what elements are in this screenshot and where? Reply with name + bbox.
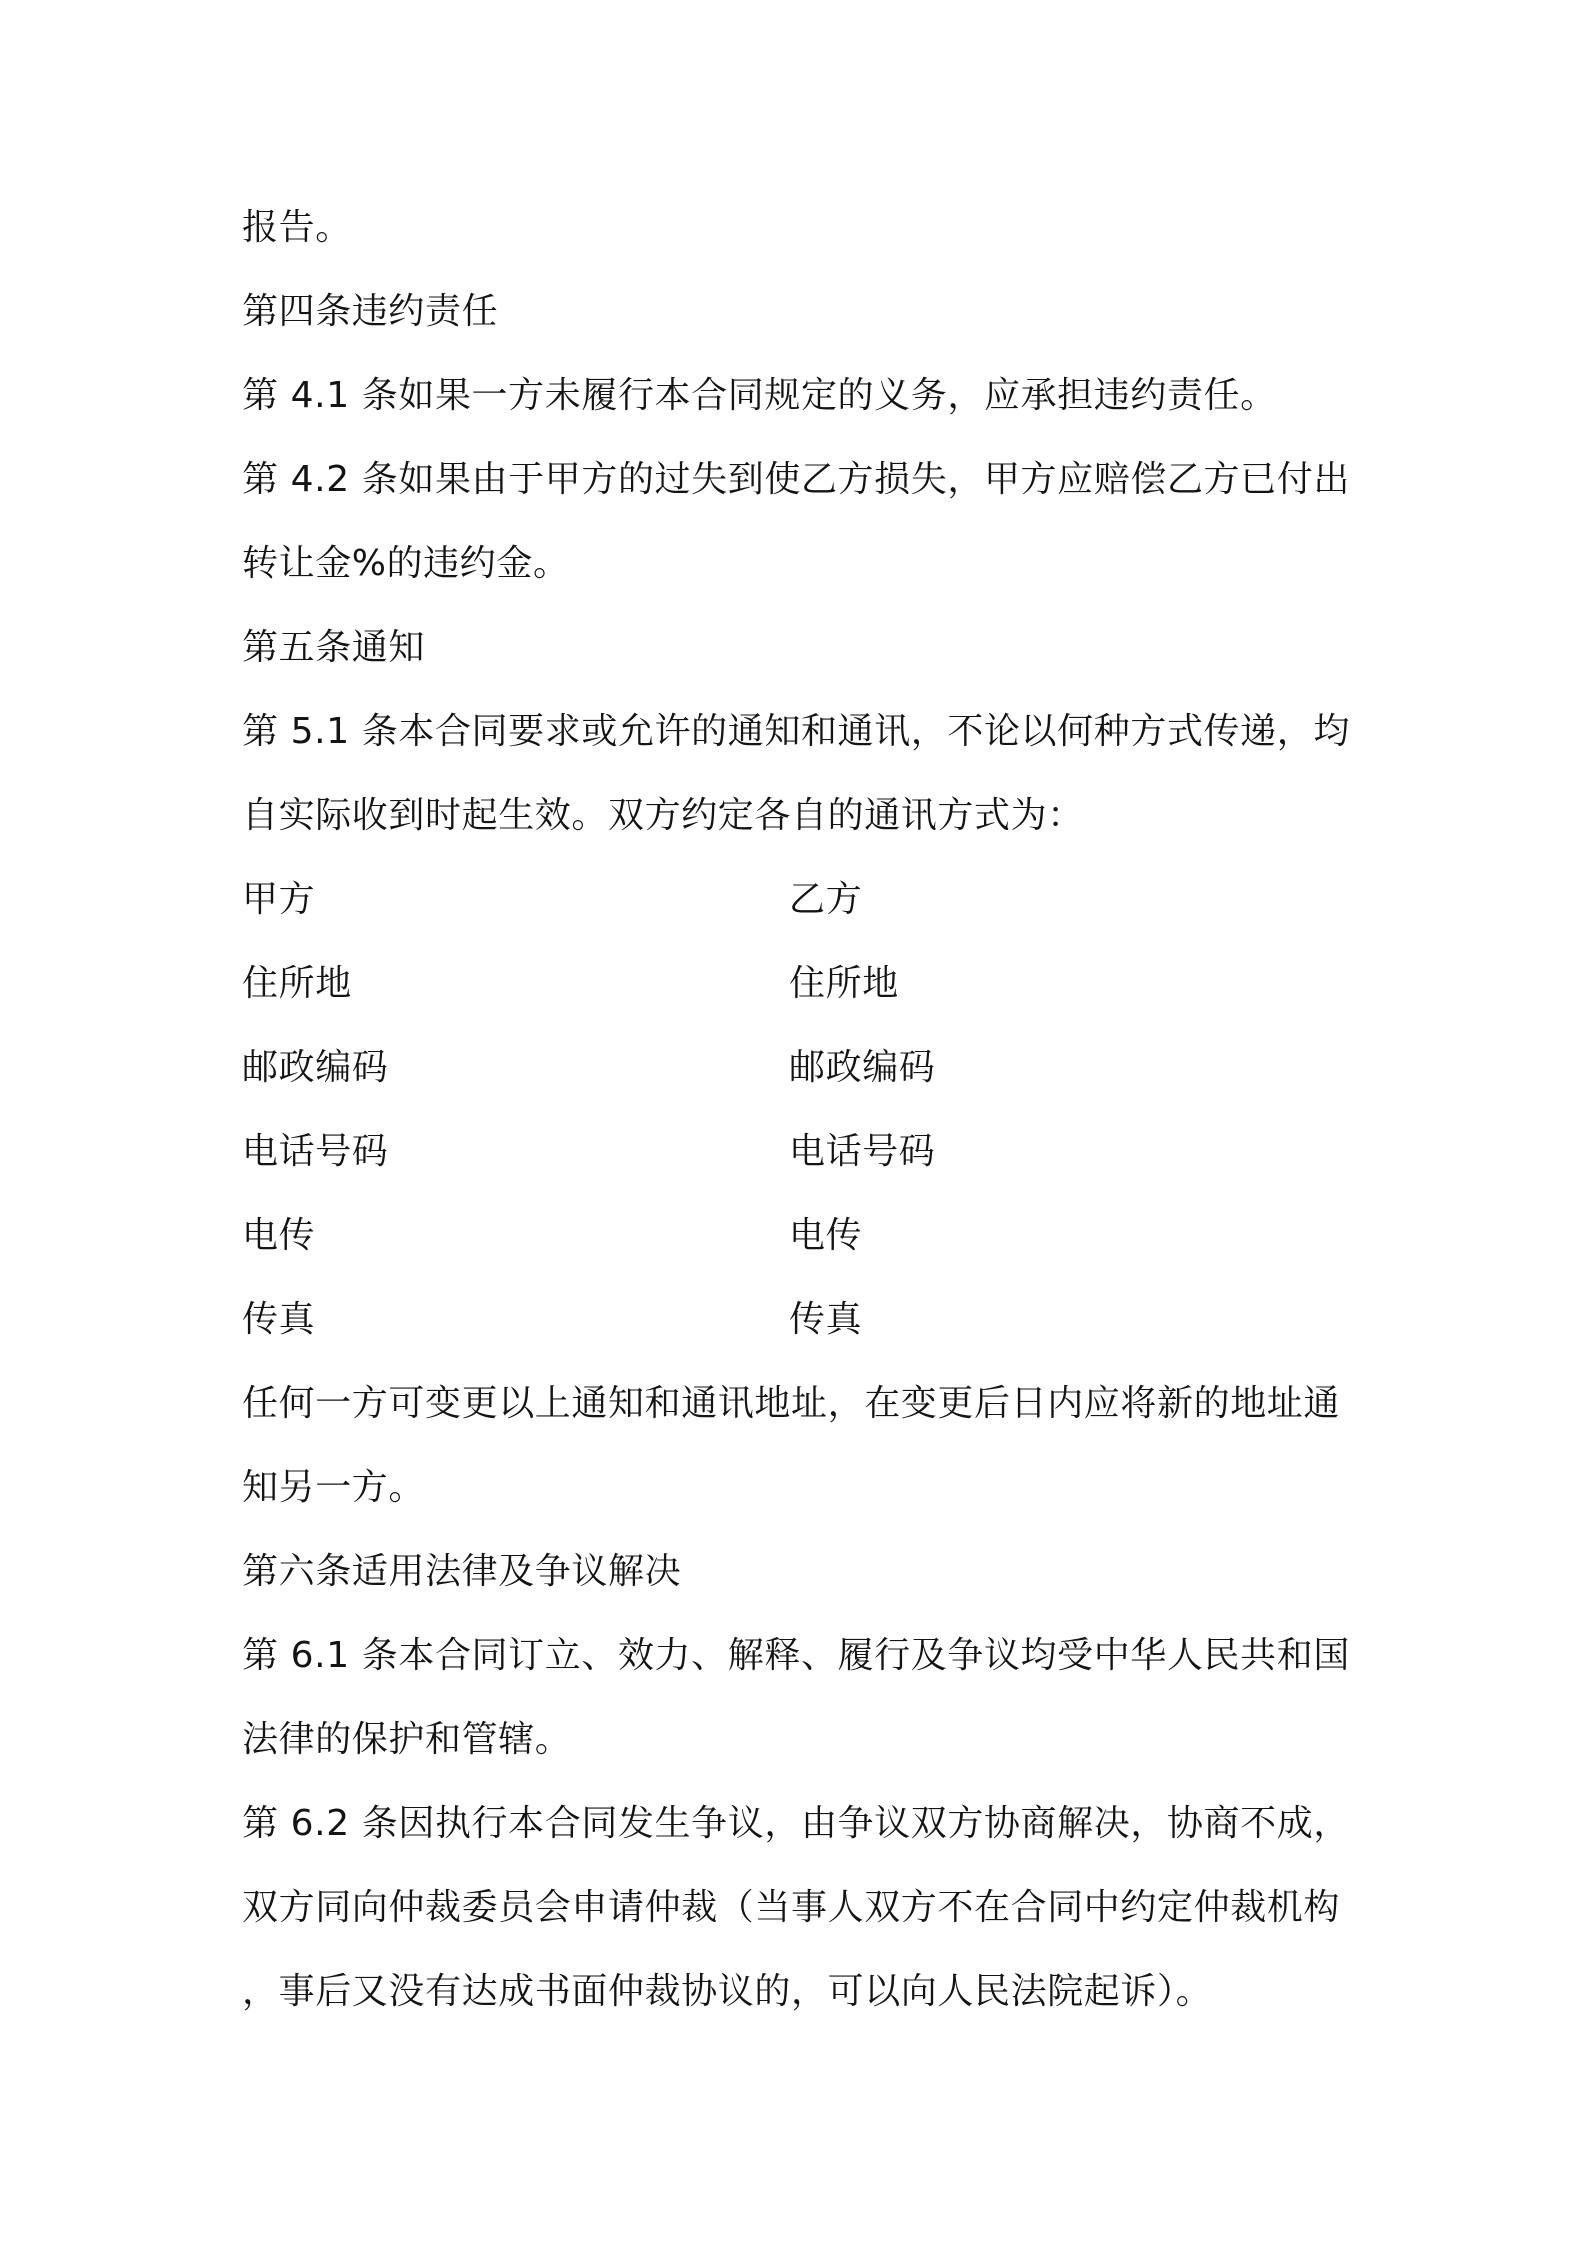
party-b-cell: 传真 (789, 1299, 863, 1340)
article-5-heading: 第五条通知 (242, 627, 426, 668)
party-a-cell: 甲方 (242, 879, 316, 920)
document-body (242, 186, 1367, 2034)
contact-row (242, 1026, 1367, 1110)
party-b-cell: 乙方 (789, 879, 863, 920)
party-b-cell: 电话号码 (789, 1131, 936, 1172)
article-6-heading: 第六条适用法律及争议解决 (242, 1551, 682, 1592)
party-a-cell: 电话号码 (242, 1131, 389, 1172)
party-b-cell: 电传 (789, 1215, 863, 1256)
clause-5-1-line: 自实际收到时起生效。双方约定各自的通讯方式为： (242, 795, 1084, 836)
contact-row (242, 858, 1367, 942)
clause-6-1-line: 第 6.1 条本合同订立、效力、解释、履行及争议均受中华人民共和国 (242, 1635, 1350, 1676)
party-a-cell: 电传 (242, 1215, 316, 1256)
contact-row (242, 1110, 1367, 1194)
contact-row (242, 942, 1367, 1026)
party-b-cell: 住所地 (789, 963, 899, 1004)
party-b-cell: 邮政编码 (789, 1047, 936, 1088)
change-notice-line: 任何一方可变更以上通知和通讯地址，在变更后日内应将新的地址通 (242, 1383, 1341, 1424)
article-4-heading: 第四条违约责任 (242, 291, 499, 332)
contact-row (242, 1194, 1367, 1278)
clause-6-2-line: ，事后又没有达成书面仲裁协议的，可以向人民法院起诉）。 (242, 1971, 1213, 2012)
change-notice-line: 知另一方。 (242, 1467, 426, 1508)
clause-4-2-line: 第 4.2 条如果由于甲方的过失到使乙方损失，甲方应赔偿乙方已付出 (242, 459, 1350, 500)
party-a-cell: 住所地 (242, 963, 352, 1004)
clause-5-1-line: 第 5.1 条本合同要求或允许的通知和通讯，不论以何种方式传递，均 (242, 711, 1350, 752)
party-a-cell: 传真 (242, 1299, 316, 1340)
continuation-text: 报告。 (242, 207, 352, 248)
clause-6-1-line: 法律的保护和管辖。 (242, 1719, 572, 1760)
contact-table (242, 858, 1367, 1362)
contact-row (242, 1278, 1367, 1362)
clause-6-2-line: 第 6.2 条因执行本合同发生争议，由争议双方协商解决，协商不成， (242, 1803, 1350, 1844)
party-a-cell: 邮政编码 (242, 1047, 389, 1088)
clause-4-2-line: 转让金%的违约金。 (242, 543, 570, 584)
clause-6-2-line: 双方同向仲裁委员会申请仲裁（当事人双方不在合同中约定仲裁机构 (242, 1887, 1341, 1928)
clause-4-1-line: 第 4.1 条如果一方未履行本合同规定的义务，应承担违约责任。 (242, 375, 1277, 416)
